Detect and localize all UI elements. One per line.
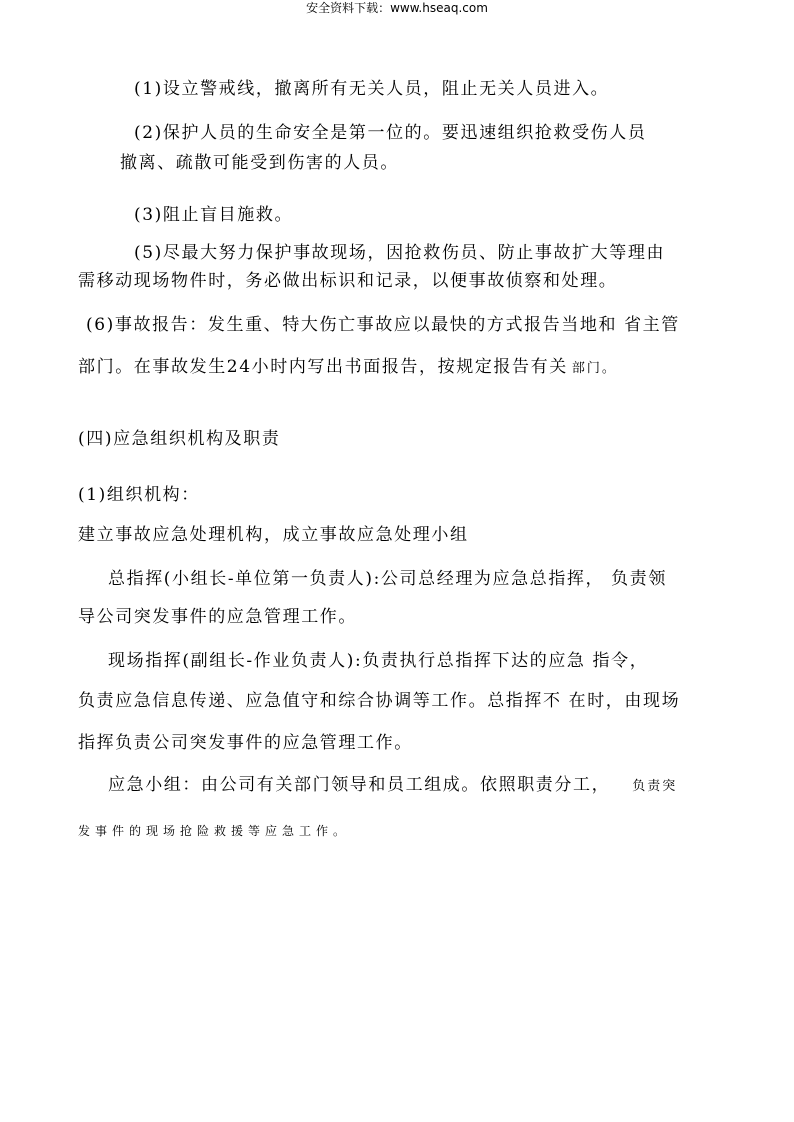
site-commander-paragraph-line-2: 负责应急信息传递、应急值守和综合协调等工作。总指挥不 在时，由现场 (78, 691, 681, 711)
item-6-paragraph-line-2 (78, 356, 617, 380)
item-2-paragraph-line-1: (2)保护人员的生命安全是第一位的。要迅速组织抢救受伤人员 (134, 123, 647, 143)
commander-paragraph-line-2: 导公司突发事件的应急管理工作。 (78, 607, 357, 627)
item-6-paragraph-line-1: (6)事故报告：发生重、特大伤亡事故应以最快的方式报告当地和 省主管 (86, 315, 680, 335)
section-4-heading: (四)应急组织机构及职责 (78, 429, 281, 449)
item-5-paragraph-line-1: (5)尽最大努力保护事故现场，因抢救伤员、防止事故扩大等理由 (134, 243, 666, 263)
commander-paragraph-line-1: 总指挥(小组长-单位第一负责人):公司总经理为应急总指挥， 负责领 (108, 569, 667, 589)
org-structure-heading: (1)组织机构： (78, 485, 200, 505)
org-intro-paragraph: 建立事故应急处理机构，成立事故应急处理小组 (78, 525, 469, 545)
emergency-team-paragraph-line-2: 发事件的现场抢险救援等应急工作。 (78, 824, 351, 838)
site-commander-paragraph-line-3: 指挥负责公司突发事件的应急管理工作。 (78, 733, 413, 753)
site-commander-paragraph-line-1: 现场指挥(副组长-作业负责人):负责执行总指挥下达的应急 指令， (108, 651, 649, 671)
item-2-paragraph-line-2: 撤离、疏散可能受到伤害的人员。 (120, 153, 399, 173)
item-6-line-2-main: 部门。在事故发生24小时内写出书面报告，按规定报告有关 (78, 357, 568, 377)
item-1-paragraph: (1)设立警戒线，撤离所有无关人员，阻止无关人员进入。 (134, 79, 610, 99)
emergency-team-paragraph-line-1 (108, 774, 677, 798)
site-download-header: 安全资料下载：www.hseaq.com (306, 1, 488, 15)
emergency-team-line-1-main: 应急小组：由公司有关部门领导和员工组成。依照职责分工， (108, 775, 611, 795)
item-3-paragraph: (3)阻止盲目施救。 (134, 205, 294, 225)
item-6-line-2-small: 部门。 (571, 361, 617, 376)
emergency-team-line-1-small: 负责突 (632, 779, 678, 794)
item-5-paragraph-line-2: 需移动现场物件时，务必做出标识和记录，以便事故侦察和处理。 (78, 271, 618, 291)
